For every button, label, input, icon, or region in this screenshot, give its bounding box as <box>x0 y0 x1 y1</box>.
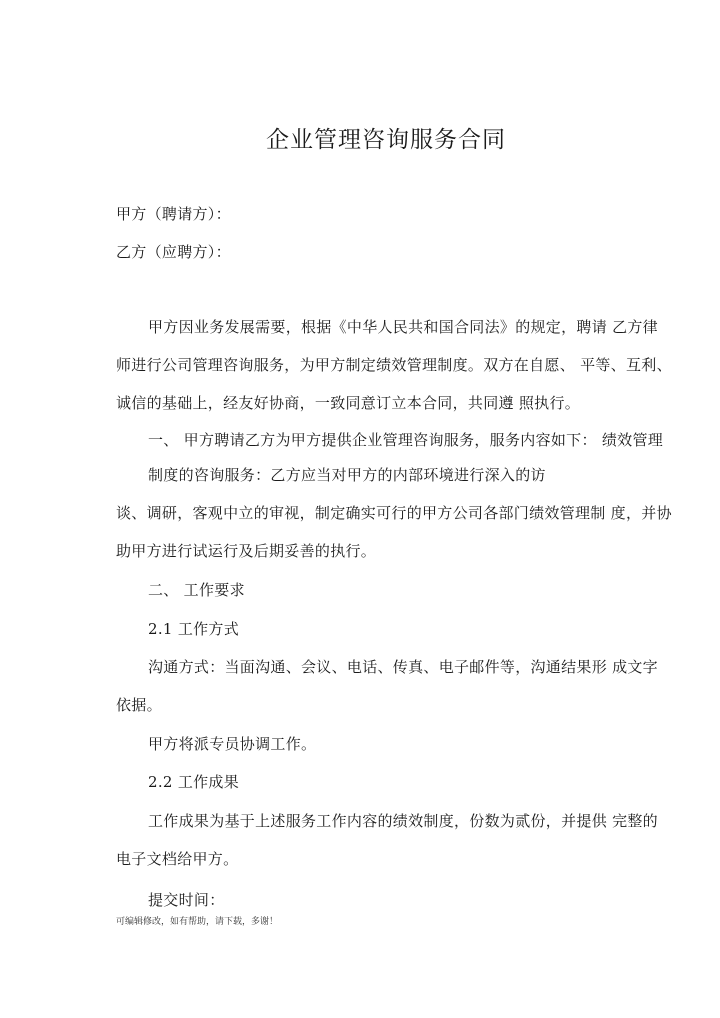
section-1-line-4: 助甲方进行试运行及后期妥善的执行。 <box>116 542 377 560</box>
party-a-label: 甲方（聘请方）： <box>116 205 231 223</box>
intro-line-1: 甲方因业务发展需要，根据《中华人民共和国合同法》的规定，聘请 乙方律 <box>148 318 658 336</box>
footer-note: 可编辑修改，如有帮助，请下载，多谢！ <box>116 917 279 927</box>
party-b-label: 乙方（应聘方）： <box>116 243 231 261</box>
sub22-line-2: 电子文档给甲方。 <box>116 850 239 868</box>
sub21-line-1: 沟通方式：当面沟通、会议、电话、传真、电子邮件等，沟通结果形 成文字 <box>148 658 658 676</box>
section-1-line-2: 制度的咨询服务：乙方应当对甲方的内部环境进行深入的访 <box>148 466 546 484</box>
sub21-line-2: 依据。 <box>116 696 162 714</box>
subsection-2-2-heading: 2.2 工作成果 <box>148 773 240 791</box>
intro-line-3: 诚信的基础上，经友好协商，一致同意订立本合同，共同遵 照执行。 <box>116 394 581 412</box>
section-1-line-3: 谈、调研，客观中立的审视，制定确实可行的甲方公司各部门绩效管理制 度，并协 <box>116 504 672 522</box>
submit-time-label: 提交时间： <box>148 891 225 909</box>
intro-line-2: 师进行公司管理咨询服务，为甲方制定绩效管理制度。双方在自愿、 平等、互利、 <box>116 356 672 374</box>
sub22-line-1: 工作成果为基于上述服务工作内容的绩效制度，份数为贰份，并提供 完整的 <box>148 812 658 830</box>
subsection-2-1-heading: 2.1 工作方式 <box>148 620 240 638</box>
page-title: 企业管理咨询服务合同 <box>266 127 506 153</box>
section-2-heading: 二、 工作要求 <box>148 581 245 599</box>
section-1-line-1: 一、 甲方聘请乙方为甲方提供企业管理咨询服务，服务内容如下： 绩效管理 <box>148 431 664 449</box>
sub21-line-3: 甲方将派专员协调工作。 <box>148 735 317 753</box>
